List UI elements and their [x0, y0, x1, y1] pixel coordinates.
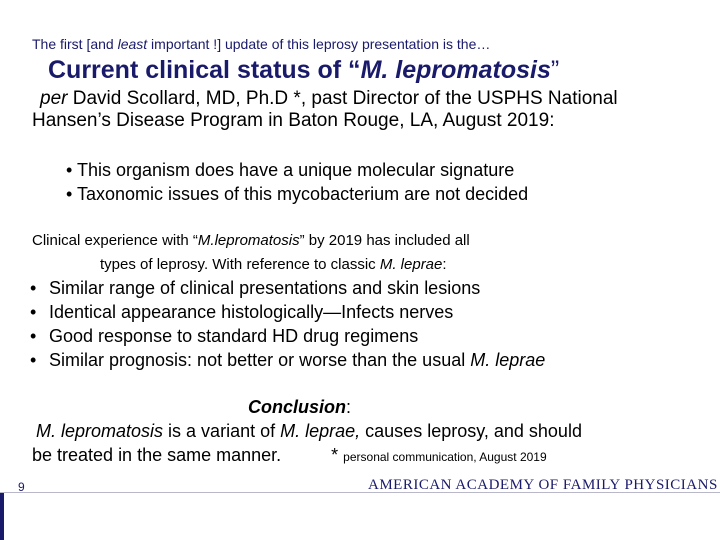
top-bullet-1: • This organism does have a unique molecular signature: [66, 160, 515, 180]
top-bullet-2: • Taxonomic issues of this mycobacterium are not decided: [66, 184, 529, 204]
title-organism: M. lepromatosis: [360, 56, 551, 84]
intro-line: [32, 36, 490, 52]
list-item: • Identical appearance histologically—Infects nerves: [30, 302, 454, 322]
footer-accent-bar: [0, 493, 4, 540]
clinical-line-2: types of leprosy. With reference to classic M. leprae:: [100, 256, 447, 273]
slide-footer: [0, 492, 720, 540]
attribution-line-1: per David Scollard, MD, Ph.D *, past Director of the USPHS National: [40, 88, 618, 109]
footnote: personal communication, August 2019: [343, 450, 547, 464]
conclusion-line-1: M. lepromatosis is a variant of M. leprae, causes leprosy, and should: [36, 421, 582, 441]
intro-emphasis: least: [117, 36, 148, 52]
list-item: • Similar prognosis: not better or worse than the usual M. leprae: [30, 350, 546, 370]
list-item: • Good response to standard HD drug regimens: [30, 326, 419, 346]
intro-text: The first [and: [32, 36, 118, 52]
organization-logo-text: AMERICAN ACADEMY OF FAMILY PHYSICIANS: [368, 477, 718, 493]
conclusion-heading: Conclusion:: [248, 397, 352, 417]
list-item: • Similar range of clinical presentations and skin lesions: [30, 278, 481, 298]
conclusion-line-2: be treated in the same manner. * personal communication, August 2019: [32, 445, 547, 465]
attribution-line-2: Hansen’s Disease Program in Baton Rouge, LA, August 2019:: [32, 110, 555, 131]
slide-title: Current clinical status of “M. lepromatosis”: [48, 56, 560, 84]
intro-text-end: important !] update of this leprosy presentation is the…: [147, 36, 491, 52]
clinical-line-1: Clinical experience with “M.lepromatosis” by 2019 has included all: [32, 232, 470, 249]
page-number: 9: [18, 480, 25, 494]
